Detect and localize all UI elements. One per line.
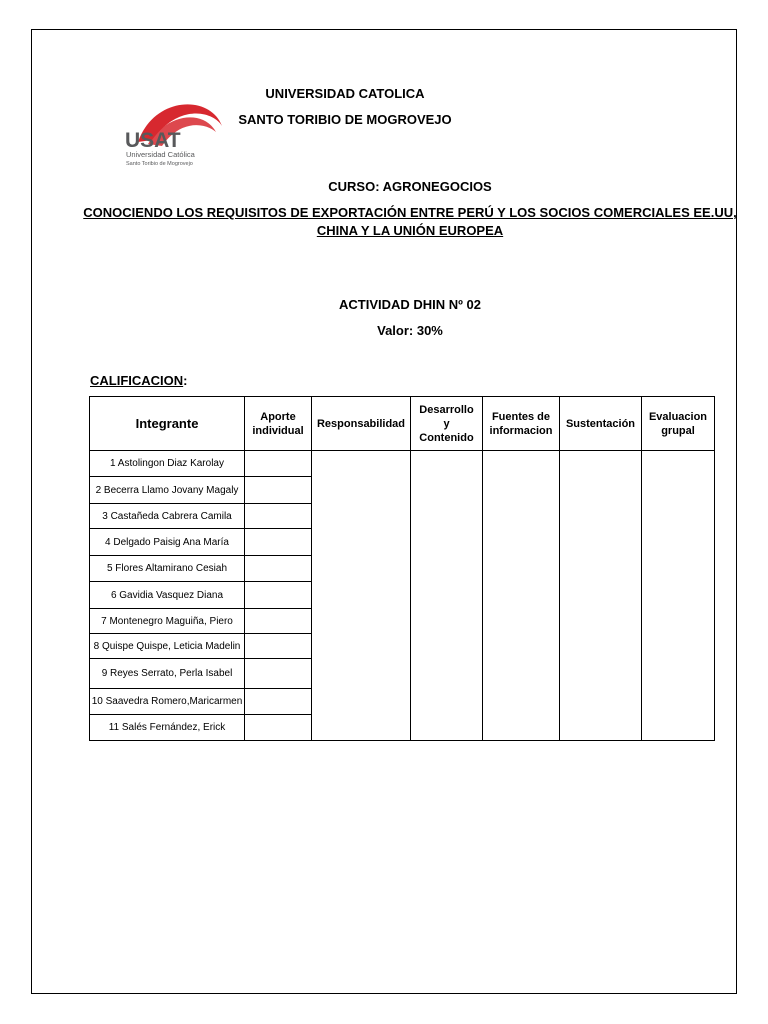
- header-responsabilidad: Responsabilidad: [312, 397, 411, 451]
- calificacion-heading: [90, 373, 188, 388]
- aporte-cell[interactable]: [245, 529, 312, 556]
- table-row: [90, 451, 715, 477]
- header-aporte-individual: [245, 397, 312, 451]
- calificacion-colon: :: [183, 373, 188, 388]
- aporte-cell[interactable]: [245, 634, 312, 659]
- student-name: 8 Quispe Quispe, Leticia Madelin: [90, 634, 245, 659]
- aporte-cell[interactable]: [245, 477, 312, 504]
- table-header-row: [90, 397, 715, 451]
- aporte-cell[interactable]: [245, 659, 312, 689]
- fuentes-cell[interactable]: [483, 451, 560, 741]
- title-line-2: CHINA Y LA UNIÓN EUROPEA: [316, 223, 504, 238]
- student-name: 4 Delgado Paisig Ana María: [90, 529, 245, 556]
- header-fuentes-informacion: [483, 397, 560, 451]
- header-desarrollo-contenido: [411, 397, 483, 451]
- value-label: Valor: 30%: [377, 323, 443, 338]
- aporte-cell[interactable]: [245, 609, 312, 634]
- sustentacion-cell[interactable]: [560, 451, 642, 741]
- student-name: 11 Salés Fernández, Erick: [90, 715, 245, 741]
- header-sustentacion: Sustentación: [560, 397, 642, 451]
- calificacion-label: CALIFICACION: [90, 373, 184, 388]
- header-evaluacion-line1: Evaluacion: [648, 410, 708, 423]
- header-fuentes-line1: Fuentes de: [491, 410, 551, 423]
- header-evaluacion-line2: grupal: [661, 424, 695, 437]
- logo-wordmark: USAT: [125, 129, 181, 152]
- header-desarrollo-line1: Desarrollo: [419, 403, 474, 416]
- university-subname: SANTO TORIBIO DE MOGROVEJO: [238, 112, 452, 127]
- student-name: 6 Gavidia Vasquez Diana: [90, 582, 245, 609]
- header-fuentes-line2: informacion: [489, 424, 553, 437]
- student-name: 9 Reyes Serrato, Perla Isabel: [90, 659, 245, 689]
- grades-table: [89, 396, 715, 741]
- aporte-cell[interactable]: [245, 504, 312, 529]
- header-evaluacion-grupal: [642, 397, 715, 451]
- usat-logo-graphic: [118, 92, 230, 176]
- aporte-cell[interactable]: [245, 451, 312, 477]
- student-name: 2 Becerra Llamo Jovany Magaly: [90, 477, 245, 504]
- header-aporte-line1: Aporte: [260, 410, 296, 423]
- aporte-cell[interactable]: [245, 715, 312, 741]
- course-label: CURSO: AGRONEGOCIOS: [328, 179, 492, 194]
- university-name: UNIVERSIDAD CATOLICA: [265, 86, 425, 101]
- student-name: 5 Flores Altamirano Cesiah: [90, 556, 245, 582]
- aporte-cell[interactable]: [245, 556, 312, 582]
- activity-label: ACTIVIDAD DHIN Nº 02: [339, 297, 481, 312]
- desarrollo-cell[interactable]: [411, 451, 483, 741]
- header-desarrollo-line2: y: [443, 417, 450, 430]
- aporte-cell[interactable]: [245, 582, 312, 609]
- student-name: 10 Saavedra Romero,Maricarmen: [90, 689, 245, 715]
- responsabilidad-cell[interactable]: [312, 451, 411, 741]
- header-aporte-line2: individual: [252, 424, 304, 437]
- student-name: 3 Castañeda Cabrera Camila: [90, 504, 245, 529]
- student-name: 1 Astolingon Diaz Karolay: [90, 451, 245, 477]
- evaluacion-grupal-cell[interactable]: [642, 451, 715, 741]
- header-desarrollo-line3: Contenido: [419, 431, 474, 444]
- aporte-cell[interactable]: [245, 689, 312, 715]
- logo-subtitle: Universidad Católica: [126, 150, 195, 159]
- header-integrante: Integrante: [90, 397, 245, 451]
- usat-logo: [118, 92, 230, 176]
- title-line-1: CONOCIENDO LOS REQUISITOS DE EXPORTACIÓN ENTRE PERÚ Y LOS SOCIOS COMERCIALES EE.UU,: [83, 205, 737, 220]
- document-title: [80, 204, 740, 240]
- student-name: 7 Montenegro Maguiña, Piero: [90, 609, 245, 634]
- logo-tagline: Santo Toribio de Mogrovejo: [126, 161, 193, 167]
